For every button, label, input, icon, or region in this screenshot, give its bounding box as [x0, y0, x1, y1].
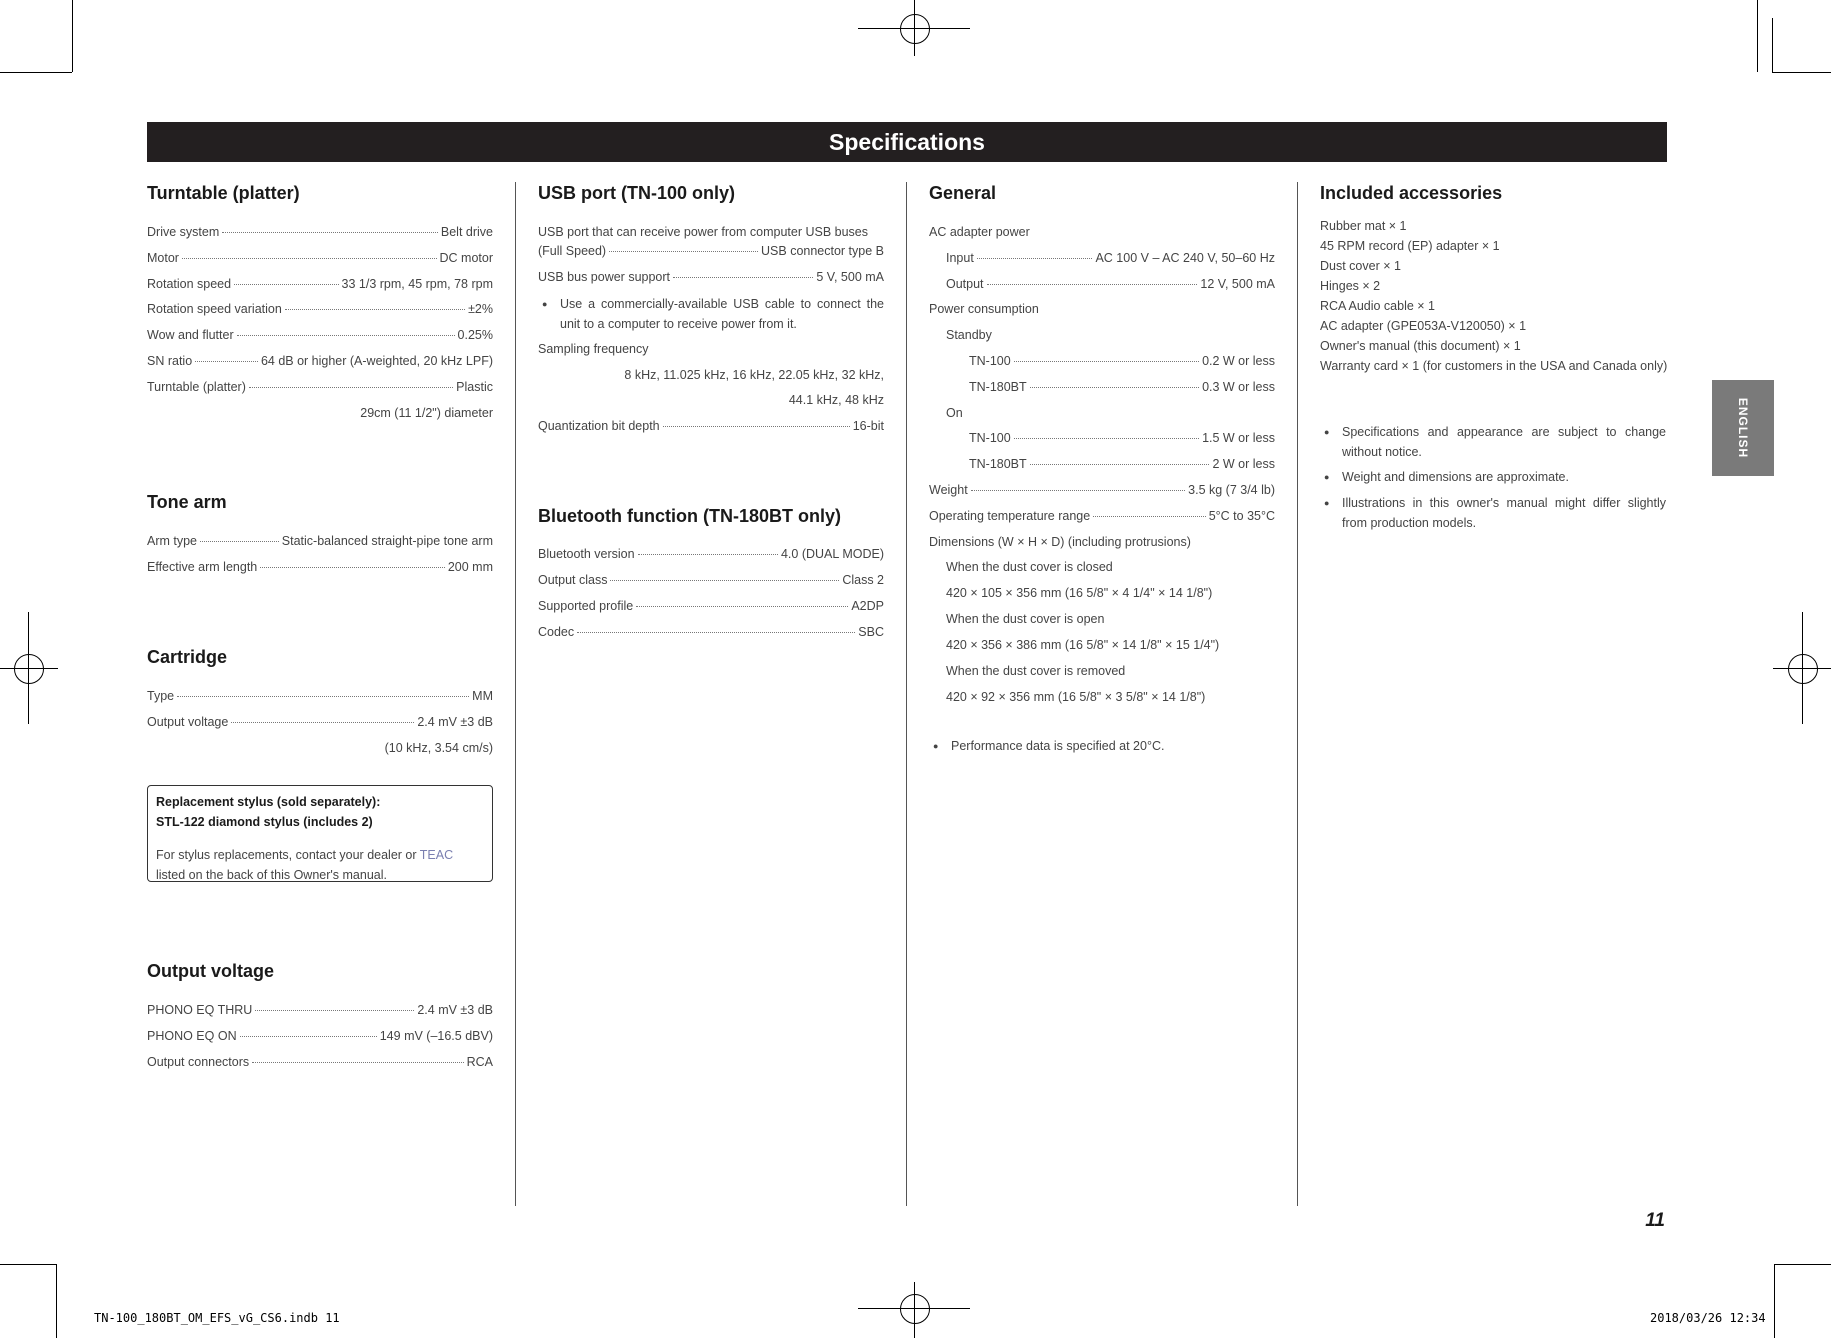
spec-row [147, 560, 493, 574]
standby-label: Standby [946, 328, 992, 342]
spec-value: MM [472, 689, 493, 703]
spec-value: 33 1/3 rpm, 45 rpm, 78 rpm [341, 277, 493, 291]
turntable-heading: Turntable (platter) [147, 183, 300, 203]
spec-label: Output connectors [147, 1055, 250, 1069]
spec-label: Output [946, 277, 984, 291]
tonearm-heading: Tone arm [147, 492, 227, 512]
sampling-values: 8 kHz, 11.025 kHz, 16 kHz, 22.05 kHz, 32 kHz, [624, 368, 884, 382]
dimensions-label: Dimensions (W × H × D) (including protrusions) [929, 535, 1191, 549]
general-heading: General [929, 183, 997, 203]
spec-label: Codec [538, 625, 575, 639]
spec-label: Drive system [147, 225, 220, 239]
usb-description: USB port that can receive power from computer USB buses [538, 225, 869, 239]
spec-value: 5 V, 500 mA [816, 270, 884, 284]
spec-row [147, 689, 493, 703]
spec-value: 64 dB or higher (A-weighted, 20 kHz LPF) [260, 354, 493, 368]
spec-row [969, 380, 1275, 394]
page-number: 11 [1645, 1210, 1665, 1231]
spec-row [538, 573, 884, 587]
spec-label: Weight [929, 483, 968, 497]
accessory-item: Rubber mat × 1 [1320, 219, 1407, 233]
print-slug-date: 2018/03/26 12:34 [1650, 1311, 1766, 1325]
spec-row [147, 354, 493, 368]
spec-value: ±2% [468, 302, 493, 316]
accessory-item: Dust cover × 1 [1320, 259, 1401, 273]
stylus-box-title: Replacement stylus (sold separately): [156, 795, 381, 809]
spec-row [147, 277, 493, 291]
spec-value: Static-balanced straight-pipe tone arm [281, 534, 493, 548]
spec-row [969, 354, 1275, 368]
spec-label: TN-180BT [969, 380, 1027, 394]
spec-row [147, 715, 493, 729]
spec-value: SBC [858, 625, 884, 639]
spec-value: 12 V, 500 mA [1200, 277, 1275, 291]
spec-label: Bluetooth version [538, 547, 635, 561]
accessory-item: Owner's manual (this document) × 1 [1320, 339, 1521, 353]
spec-value: 0.3 W or less [1202, 380, 1275, 394]
dimensions-condition: When the dust cover is removed [946, 664, 1126, 678]
spec-row [147, 328, 493, 342]
registration-mark [14, 654, 44, 684]
spec-row [147, 380, 493, 394]
spec-value: 200 mm [447, 560, 493, 574]
spec-label: TN-180BT [969, 457, 1027, 471]
crop-mark [1772, 18, 1773, 72]
spec-label: Rotation speed [147, 277, 232, 291]
language-tab-label: ENGLISH [1736, 397, 1750, 459]
spec-label: (Full Speed) [538, 244, 607, 258]
spec-value: 0.25% [457, 328, 493, 342]
power-consumption-label: Power consumption [929, 302, 1039, 316]
column-divider [515, 182, 516, 1206]
crop-mark [56, 1264, 57, 1338]
sampling-label: Sampling frequency [538, 342, 649, 356]
column-divider [1297, 182, 1298, 1206]
spec-label: Arm type [147, 534, 198, 548]
spec-label: SN ratio [147, 354, 193, 368]
spec-value: USB connector type B [761, 244, 884, 258]
registration-mark [900, 1294, 930, 1324]
accessory-item: AC adapter (GPE053A-V120050) × 1 [1320, 319, 1527, 333]
spec-label: Wow and flutter [147, 328, 234, 342]
crop-mark [1772, 72, 1831, 73]
teac-link-text: TEAC [419, 848, 454, 862]
spec-row [147, 251, 493, 265]
crop-mark [0, 72, 72, 73]
dimensions-value: 420 × 92 × 356 mm (16 5/8" × 3 5/8" × 14 1/8") [946, 690, 1206, 704]
crop-mark [0, 1264, 56, 1265]
spec-value: 5°C to 35°C [1208, 509, 1275, 523]
spec-label: USB bus power support [538, 270, 671, 284]
note-item: ● Specifications and appearance are subject to change without notice. [1320, 422, 1666, 462]
crop-mark [1774, 1264, 1775, 1338]
language-tab [1712, 380, 1774, 476]
dimensions-condition: When the dust cover is closed [946, 560, 1113, 574]
spec-row [969, 431, 1275, 445]
accessory-item: 45 RPM record (EP) adapter × 1 [1320, 239, 1500, 253]
spec-value-continued: (10 kHz, 3.54 cm/s) [384, 741, 493, 755]
registration-mark [1788, 654, 1818, 684]
spec-row [969, 457, 1275, 471]
spec-value: DC motor [439, 251, 493, 265]
spec-value: 4.0 (DUAL MODE) [780, 547, 884, 561]
spec-row [147, 1003, 493, 1017]
cartridge-heading: Cartridge [147, 647, 228, 667]
accessory-item: RCA Audio cable × 1 [1320, 299, 1436, 313]
print-slug-file: TN-100_180BT_OM_EFS_vG_CS6.indb 11 [94, 1311, 340, 1325]
spec-row [538, 547, 884, 561]
crop-mark [72, 0, 73, 72]
spec-label: Turntable (platter) [147, 380, 246, 394]
spec-value: 2.4 mV ±3 dB [417, 1003, 493, 1017]
output-voltage-heading: Output voltage [147, 961, 274, 981]
spec-label: Type [147, 689, 175, 703]
spec-value: 0.2 W or less [1202, 354, 1275, 368]
spec-value: A2DP [851, 599, 884, 613]
spec-value: 1.5 W or less [1202, 431, 1275, 445]
usb-note: ● Use a commercially-available USB cable to connect the unit to a computer to receive power from it. [538, 294, 884, 334]
spec-row [538, 599, 884, 613]
usb-heading: USB port (TN-100 only) [538, 183, 736, 203]
spec-row [147, 225, 493, 239]
spec-label: Input [946, 251, 974, 265]
accessory-item: Hinges × 2 [1320, 279, 1381, 293]
spec-row [946, 251, 1275, 265]
spec-row [929, 483, 1275, 497]
spec-value: 2.4 mV ±3 dB [417, 715, 493, 729]
page-title: Specifications [147, 122, 1667, 162]
spec-value: 149 mV (–16.5 dBV) [379, 1029, 493, 1043]
spec-value-continued: 29cm (11 1/2") diameter [360, 406, 493, 420]
spec-value: AC 100 V – AC 240 V, 50–60 Hz [1095, 251, 1275, 265]
spec-value: 3.5 kg (7 3/4 lb) [1188, 483, 1275, 497]
spec-label: Operating temperature range [929, 509, 1091, 523]
spec-label: Rotation speed variation [147, 302, 282, 316]
spec-row [538, 270, 884, 284]
dimensions-condition: When the dust cover is open [946, 612, 1105, 626]
registration-mark [900, 14, 930, 44]
sampling-values: 44.1 kHz, 48 kHz [788, 393, 884, 407]
accessories-heading: Included accessories [1320, 183, 1503, 203]
spec-row [147, 1029, 493, 1043]
spec-label: Effective arm length [147, 560, 258, 574]
spec-row [538, 625, 884, 639]
spec-label: Motor [147, 251, 179, 265]
spec-label: Output class [538, 573, 608, 587]
performance-note: ● Performance data is specified at 20°C. [929, 736, 1275, 756]
stylus-box-text: For stylus replacements, contact your dealer or TEAC listed on the back of this Owner's manual. [156, 848, 454, 882]
spec-row [147, 302, 493, 316]
spec-value: Belt drive [440, 225, 493, 239]
bluetooth-heading: Bluetooth function (TN-180BT only) [538, 506, 841, 526]
spec-row [147, 1055, 493, 1069]
spec-label: Output voltage [147, 715, 229, 729]
spec-value: Plastic [456, 380, 493, 394]
stylus-box-model: STL-122 diamond stylus (includes 2) [156, 815, 373, 829]
stylus-info-box [147, 785, 493, 882]
spec-row [946, 277, 1275, 291]
spec-label: PHONO EQ ON [147, 1029, 237, 1043]
spec-label: TN-100 [969, 354, 1011, 368]
column-divider [906, 182, 907, 1206]
crop-mark [1774, 1264, 1831, 1265]
crop-mark [1757, 0, 1758, 72]
on-label: On [946, 406, 963, 420]
spec-label: TN-100 [969, 431, 1011, 445]
dimensions-value: 420 × 356 × 386 mm (16 5/8" × 14 1/8" × 15 1/4") [946, 638, 1220, 652]
spec-value: RCA [466, 1055, 493, 1069]
note-item: ● Illustrations in this owner's manual might differ slightly from production models. [1320, 493, 1666, 533]
spec-value: 2 W or less [1212, 457, 1275, 471]
spec-label: Quantization bit depth [538, 419, 660, 433]
spec-row [538, 419, 884, 433]
spec-label: PHONO EQ THRU [147, 1003, 253, 1017]
spec-label: Supported profile [538, 599, 634, 613]
spec-row [147, 534, 493, 548]
dimensions-value: 420 × 105 × 356 mm (16 5/8" × 4 1/4" × 14 1/8") [946, 586, 1213, 600]
accessory-item: Warranty card × 1 (for customers in the USA and Canada only) [1320, 359, 1668, 373]
note-item: ● Weight and dimensions are approximate. [1320, 467, 1666, 487]
spec-row [929, 509, 1275, 523]
spec-row [538, 244, 884, 258]
spec-value: 16-bit [852, 419, 884, 433]
spec-value: Class 2 [842, 573, 884, 587]
ac-adapter-label: AC adapter power [929, 225, 1030, 239]
